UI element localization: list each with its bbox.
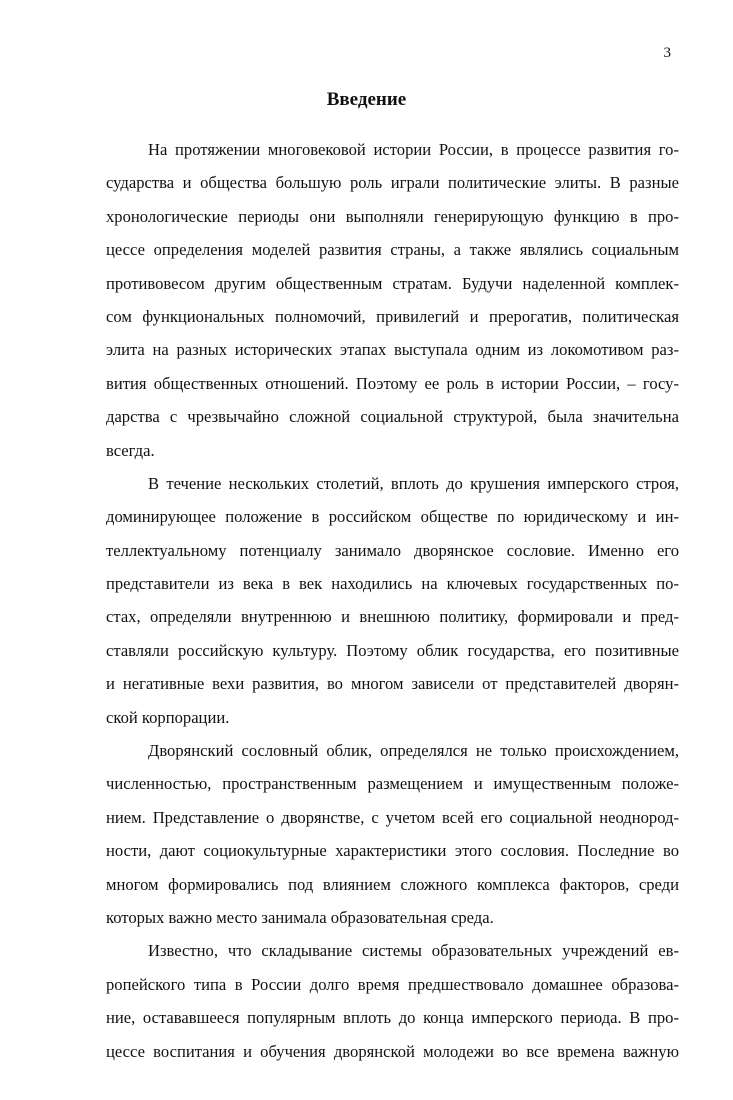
text-line: которых важно место занимала образовательная среда. [106,907,494,927]
text-line: и негативные вехи развития, во многом зависели от представителей дворян- [106,674,679,694]
text-line: доминирующее положение в российском обществе по юридическому и ин- [106,507,679,527]
paragraph-1 [106,133,679,467]
text-line: численностью, пространственным размещением и имущественным положе- [106,774,679,794]
text-line: ропейского типа в России долго время предшествовало домашнее образова- [106,974,679,994]
text-line: ставляли российскую культуру. Поэтому облик государства, его позитивные [106,640,679,660]
text-line: всегда. [106,440,155,460]
text-line: цессе определения моделей развития страны, а также являлись социальным [106,240,679,260]
text-line: Известно, что складывание системы образовательных учреждений ев- [148,941,679,961]
text-line: В течение нескольких столетий, вплоть до крушения имперского строя, [148,473,679,493]
document-body [106,133,679,1068]
text-line: многом формировались под влиянием сложного комплекса факторов, среди [106,874,679,894]
text-line: представители из века в век находились на ключевых государственных по- [106,574,679,594]
text-line: цессе воспитания и обучения дворянской молодежи во все времена важную [106,1041,679,1061]
text-line: дарства с чрезвычайно сложной социальной структурой, была значительна [106,407,679,427]
text-line: вития общественных отношений. Поэтому ее роль в истории России, – госу- [106,373,679,393]
paragraph-3 [106,734,679,934]
text-line: ской корпорации. [106,707,230,727]
paragraph-4 [106,934,679,1068]
text-line: стах, определяли внутреннюю и внешнюю политику, формировали и пред- [106,607,679,627]
text-line: элита на разных исторических этапах выступала одним из локомотивом раз- [106,340,679,360]
text-line: противовесом другим общественным стратам. Будучи наделенной комплек- [106,273,679,293]
text-line: ние, остававшееся популярным вплоть до конца имперского периода. В про- [106,1008,679,1028]
text-line: теллектуальному потенциалу занимало дворянское сословие. Именно его [106,540,679,560]
text-line: Дворянский сословный облик, определялся не только происхождением, [148,741,679,761]
text-line: хронологические периоды они выполняли генерирующую функцию в про- [106,206,679,226]
text-line: На протяжении многовековой истории России, в процессе развития го- [148,140,679,159]
page-title: Введение [326,89,407,110]
paragraph-2 [106,467,679,734]
page-number: 3 [663,45,671,61]
text-line: нием. Представление о дворянстве, с учетом всей его социальной неоднород- [106,807,679,827]
text-line: сударства и общества большую роль играли политические элиты. В разные [106,173,679,193]
text-line: сом функциональных полномочий, привилегий и прерогатив, политическая [106,306,679,326]
text-line: ности, дают социокультурные характеристики этого сословия. Последние во [106,841,679,861]
